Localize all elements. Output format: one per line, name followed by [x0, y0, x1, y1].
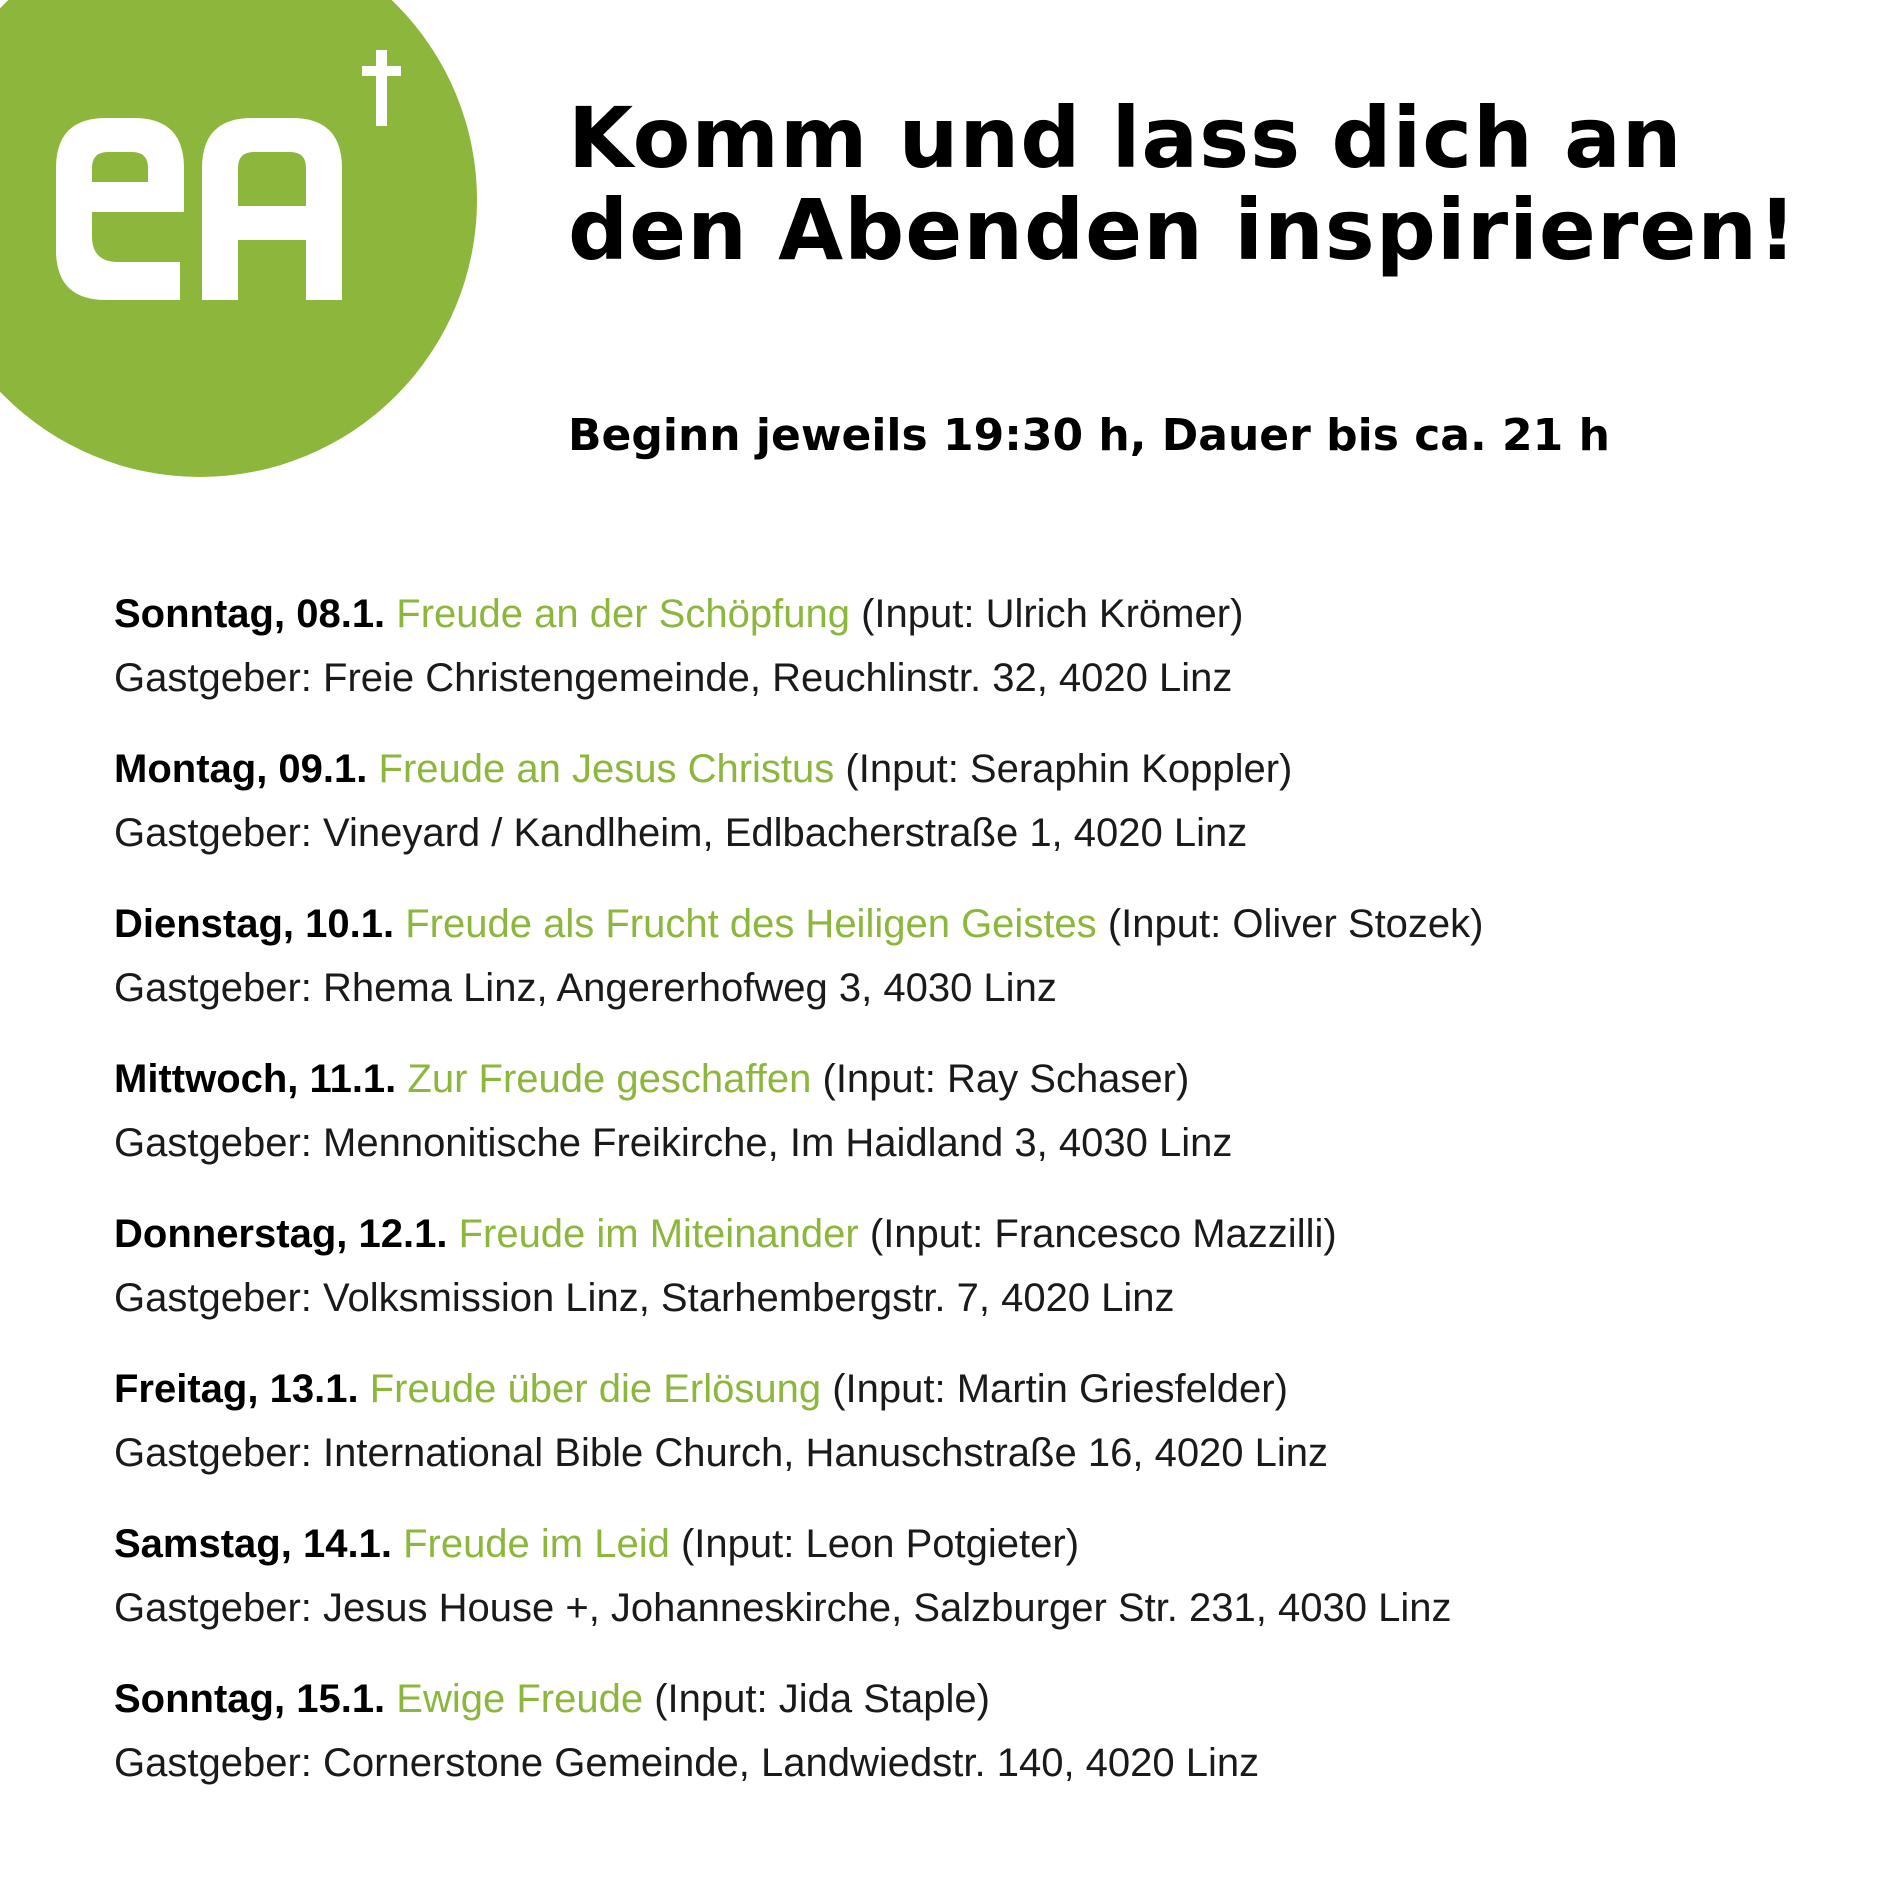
- event-topic: Ewige Freude: [396, 1677, 644, 1721]
- event-item: [114, 582, 1854, 737]
- event-input: (Input: Oliver Stozek): [1107, 902, 1484, 946]
- ea-logo: [0, 0, 480, 500]
- event-title-line: [114, 737, 1854, 801]
- event-item: [114, 892, 1854, 1047]
- event-host: Gastgeber: Freie Christengemeinde, Reuchlinstr. 32, 4020 Linz: [114, 656, 1233, 700]
- event-input: (Input: Jida Staple): [654, 1677, 990, 1721]
- event-title-line: [114, 1667, 1854, 1731]
- event-topic: Freude im Miteinander: [458, 1212, 859, 1256]
- event-date: Freitag, 13.1.: [114, 1367, 359, 1411]
- event-date: Montag, 09.1.: [114, 747, 368, 791]
- headline-line-1: Komm und lass dich an: [568, 89, 1683, 187]
- event-topic: Freude im Leid: [403, 1522, 670, 1566]
- event-title-line: [114, 892, 1854, 956]
- event-input: (Input: Francesco Mazzilli): [869, 1212, 1337, 1256]
- headline-line-2: den Abenden inspirieren!: [568, 181, 1798, 279]
- event-topic: Freude an Jesus Christus: [378, 747, 835, 791]
- event-date: Sonntag, 15.1.: [114, 1677, 386, 1721]
- event-item: [114, 1047, 1854, 1202]
- event-host: Gastgeber: Cornerstone Gemeinde, Landwiedstr. 140, 4020 Linz: [114, 1741, 1260, 1785]
- event-host: Gastgeber: Rhema Linz, Angererhofweg 3, 4030 Linz: [114, 966, 1057, 1010]
- event-input: (Input: Leon Potgieter): [680, 1522, 1080, 1566]
- event-topic: Freude als Frucht des Heiligen Geistes: [405, 902, 1097, 946]
- event-date: Sonntag, 08.1.: [114, 592, 386, 636]
- event-input: (Input: Martin Griesfelder): [832, 1367, 1288, 1411]
- event-date: Donnerstag, 12.1.: [114, 1212, 448, 1256]
- event-date: Mittwoch, 11.1.: [114, 1057, 397, 1101]
- event-topic: Zur Freude geschaffen: [407, 1057, 812, 1101]
- event-host: Gastgeber: Vineyard / Kandlheim, Edlbacherstraße 1, 4020 Linz: [114, 811, 1248, 855]
- event-title-line: [114, 1047, 1854, 1111]
- event-title-line: [114, 1202, 1854, 1266]
- event-date: Dienstag, 10.1.: [114, 902, 395, 946]
- event-topic: Freude an der Schöpfung: [396, 592, 850, 636]
- event-input: (Input: Ray Schaser): [822, 1057, 1190, 1101]
- event-host: Gastgeber: Jesus House +, Johanneskirche, Salzburger Str. 231, 4030 Linz: [114, 1586, 1452, 1630]
- event-host: Gastgeber: Volksmission Linz, Starhembergstr. 7, 4020 Linz: [114, 1276, 1175, 1320]
- event-host: Gastgeber: Mennonitische Freikirche, Im Haidland 3, 4030 Linz: [114, 1121, 1233, 1165]
- time-info: Beginn jeweils 19:30 h, Dauer bis ca. 21 h: [568, 410, 1610, 461]
- event-input: (Input: Ulrich Krömer): [861, 592, 1244, 636]
- event-date: Samstag, 14.1.: [114, 1522, 392, 1566]
- event-topic: Freude über die Erlösung: [369, 1367, 822, 1411]
- event-input: (Input: Seraphin Koppler): [845, 747, 1293, 791]
- event-item: [114, 1357, 1854, 1512]
- event-item: [114, 1667, 1854, 1822]
- headline: [568, 89, 1858, 279]
- event-item: [114, 737, 1854, 892]
- event-item: [114, 1512, 1854, 1667]
- event-host: Gastgeber: International Bible Church, Hanuschstraße 16, 4020 Linz: [114, 1431, 1329, 1475]
- event-list: [114, 582, 1854, 1822]
- event-item: [114, 1202, 1854, 1357]
- event-title-line: [114, 582, 1854, 646]
- event-title-line: [114, 1512, 1854, 1576]
- event-title-line: [114, 1357, 1854, 1421]
